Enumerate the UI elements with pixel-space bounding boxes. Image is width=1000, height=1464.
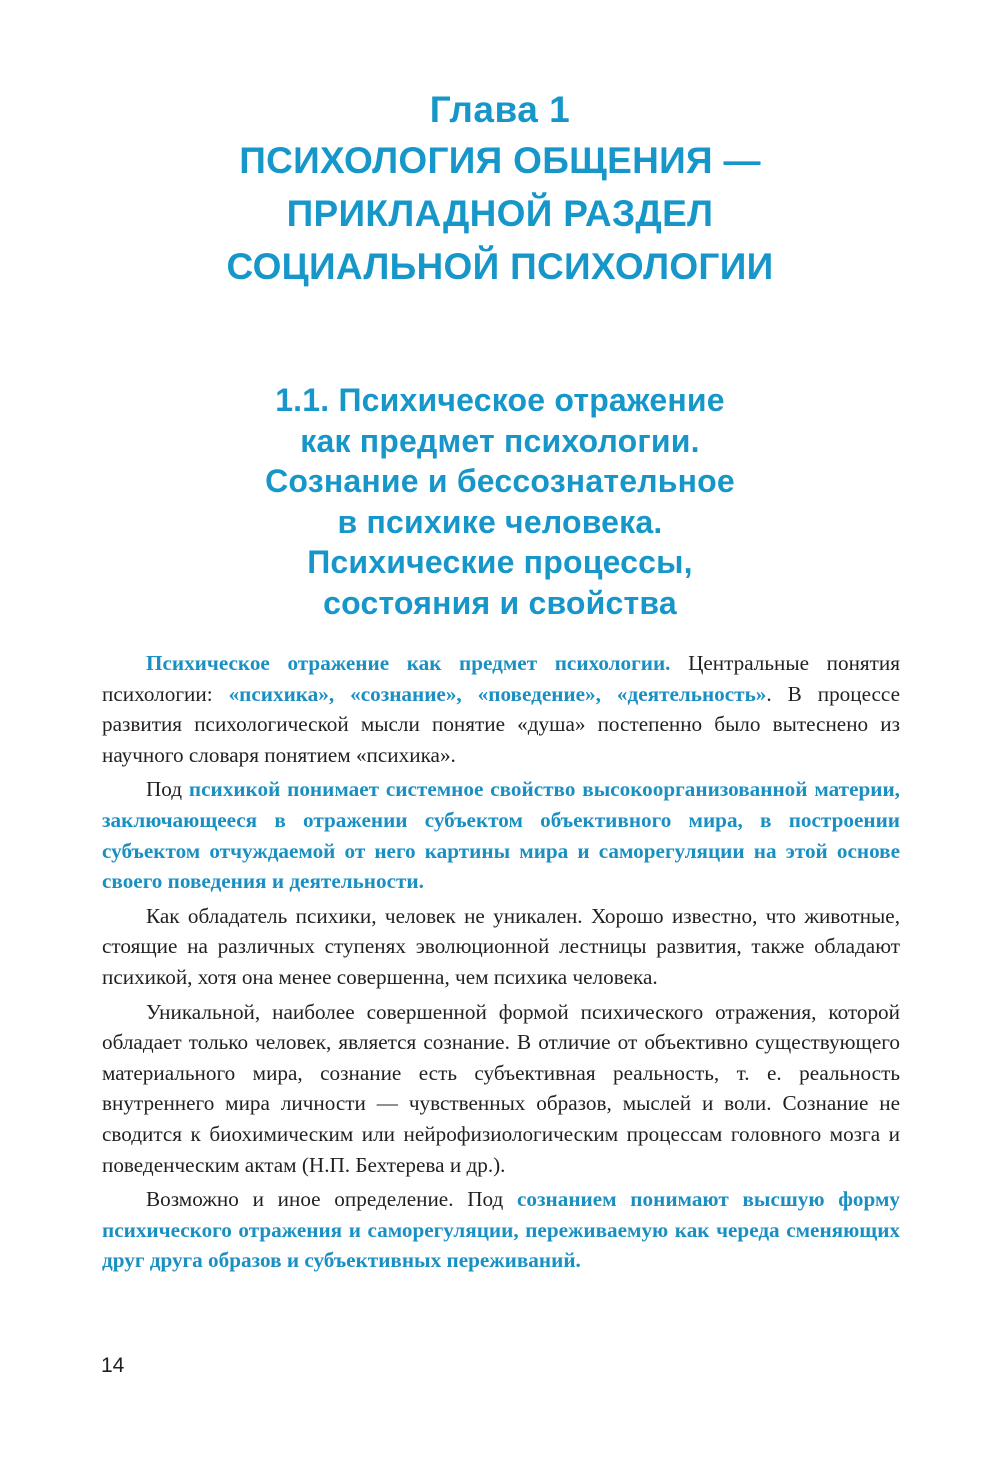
highlighted-definition: психикой понимает системное свойство высокоорганизованной материи, заключающееся в отражении субъектом объективного мира, в построении субъектом отчуждаемой от него картины мира и саморегуляции на этой основе своего поведения и деятельности. — [102, 777, 900, 894]
section-title-line: 1.1. Психическое отражение — [275, 382, 725, 418]
paragraph — [102, 1184, 900, 1276]
section-title-line: в психике человека. — [337, 503, 663, 540]
section-title-line: Психические процессы, — [307, 544, 693, 580]
section-title — [0, 380, 1000, 623]
body-text — [102, 648, 900, 1280]
text-run: Под — [146, 777, 189, 802]
text-run: Как обладатель психики, человек не уникален. Хорошо известно, что животные, стоящие на различных ступенях эволюционной лестницы развития, также обладают психикой, хотя она менее совершенна, чем психика человека. — [102, 903, 900, 989]
text-run: Уникальной, наиболее совершенной формой психического отражения, которой обладает только человек, является сознание. В отличие от объективно существующего материального мира, сознание есть субъективная реальность, т. е. реальность внутреннего мира личности — чувственных образов, мыслей и воли. Сознание не сводится к биохимическим или нейрофизиологическим процессам головного мозга и поведенческим актам (Н.П. Бехтерева и др.). — [102, 999, 900, 1177]
chapter-title — [0, 134, 1000, 293]
paragraph — [102, 774, 900, 896]
chapter-label: Глава 1 — [429, 89, 571, 130]
chapter-title-line: СОЦИАЛЬНОЙ ПСИХОЛОГИИ — [226, 246, 774, 287]
text-run: Возможно и иное определение. Под — [146, 1187, 518, 1212]
page-number: 14 — [101, 1354, 125, 1377]
section-title-line: Сознание и бессознательное — [265, 463, 735, 499]
chapter-heading — [0, 86, 1000, 293]
highlighted-term: Психическое отражение как предмет психологии. — [146, 651, 671, 675]
chapter-title-line: ПСИХОЛОГИЯ ОБЩЕНИЯ — — [239, 140, 761, 181]
section-title-line: состояния и свойства — [323, 584, 677, 621]
chapter-title-line: ПРИКЛАДНОЙ РАЗДЕЛ — [286, 193, 714, 234]
highlighted-term: «психика», «сознание», «поведение», «деятельность» — [228, 681, 767, 706]
section-title-line: как предмет психологии. — [300, 422, 700, 459]
text-run: Центральные понятия психологии: — [102, 651, 900, 706]
paragraph — [102, 901, 900, 993]
paragraph — [102, 648, 900, 770]
paragraph — [102, 997, 900, 1181]
text-run: . В процессе развития психологической мысли понятие «душа» постепенно было вытеснено из научного словаря понятием «психика». — [102, 681, 900, 767]
highlighted-definition: сознанием понимают высшую форму психического отражения и саморегуляции, переживаемую как череда сменяющих друг друга образов и субъективных переживаний. — [102, 1187, 900, 1273]
